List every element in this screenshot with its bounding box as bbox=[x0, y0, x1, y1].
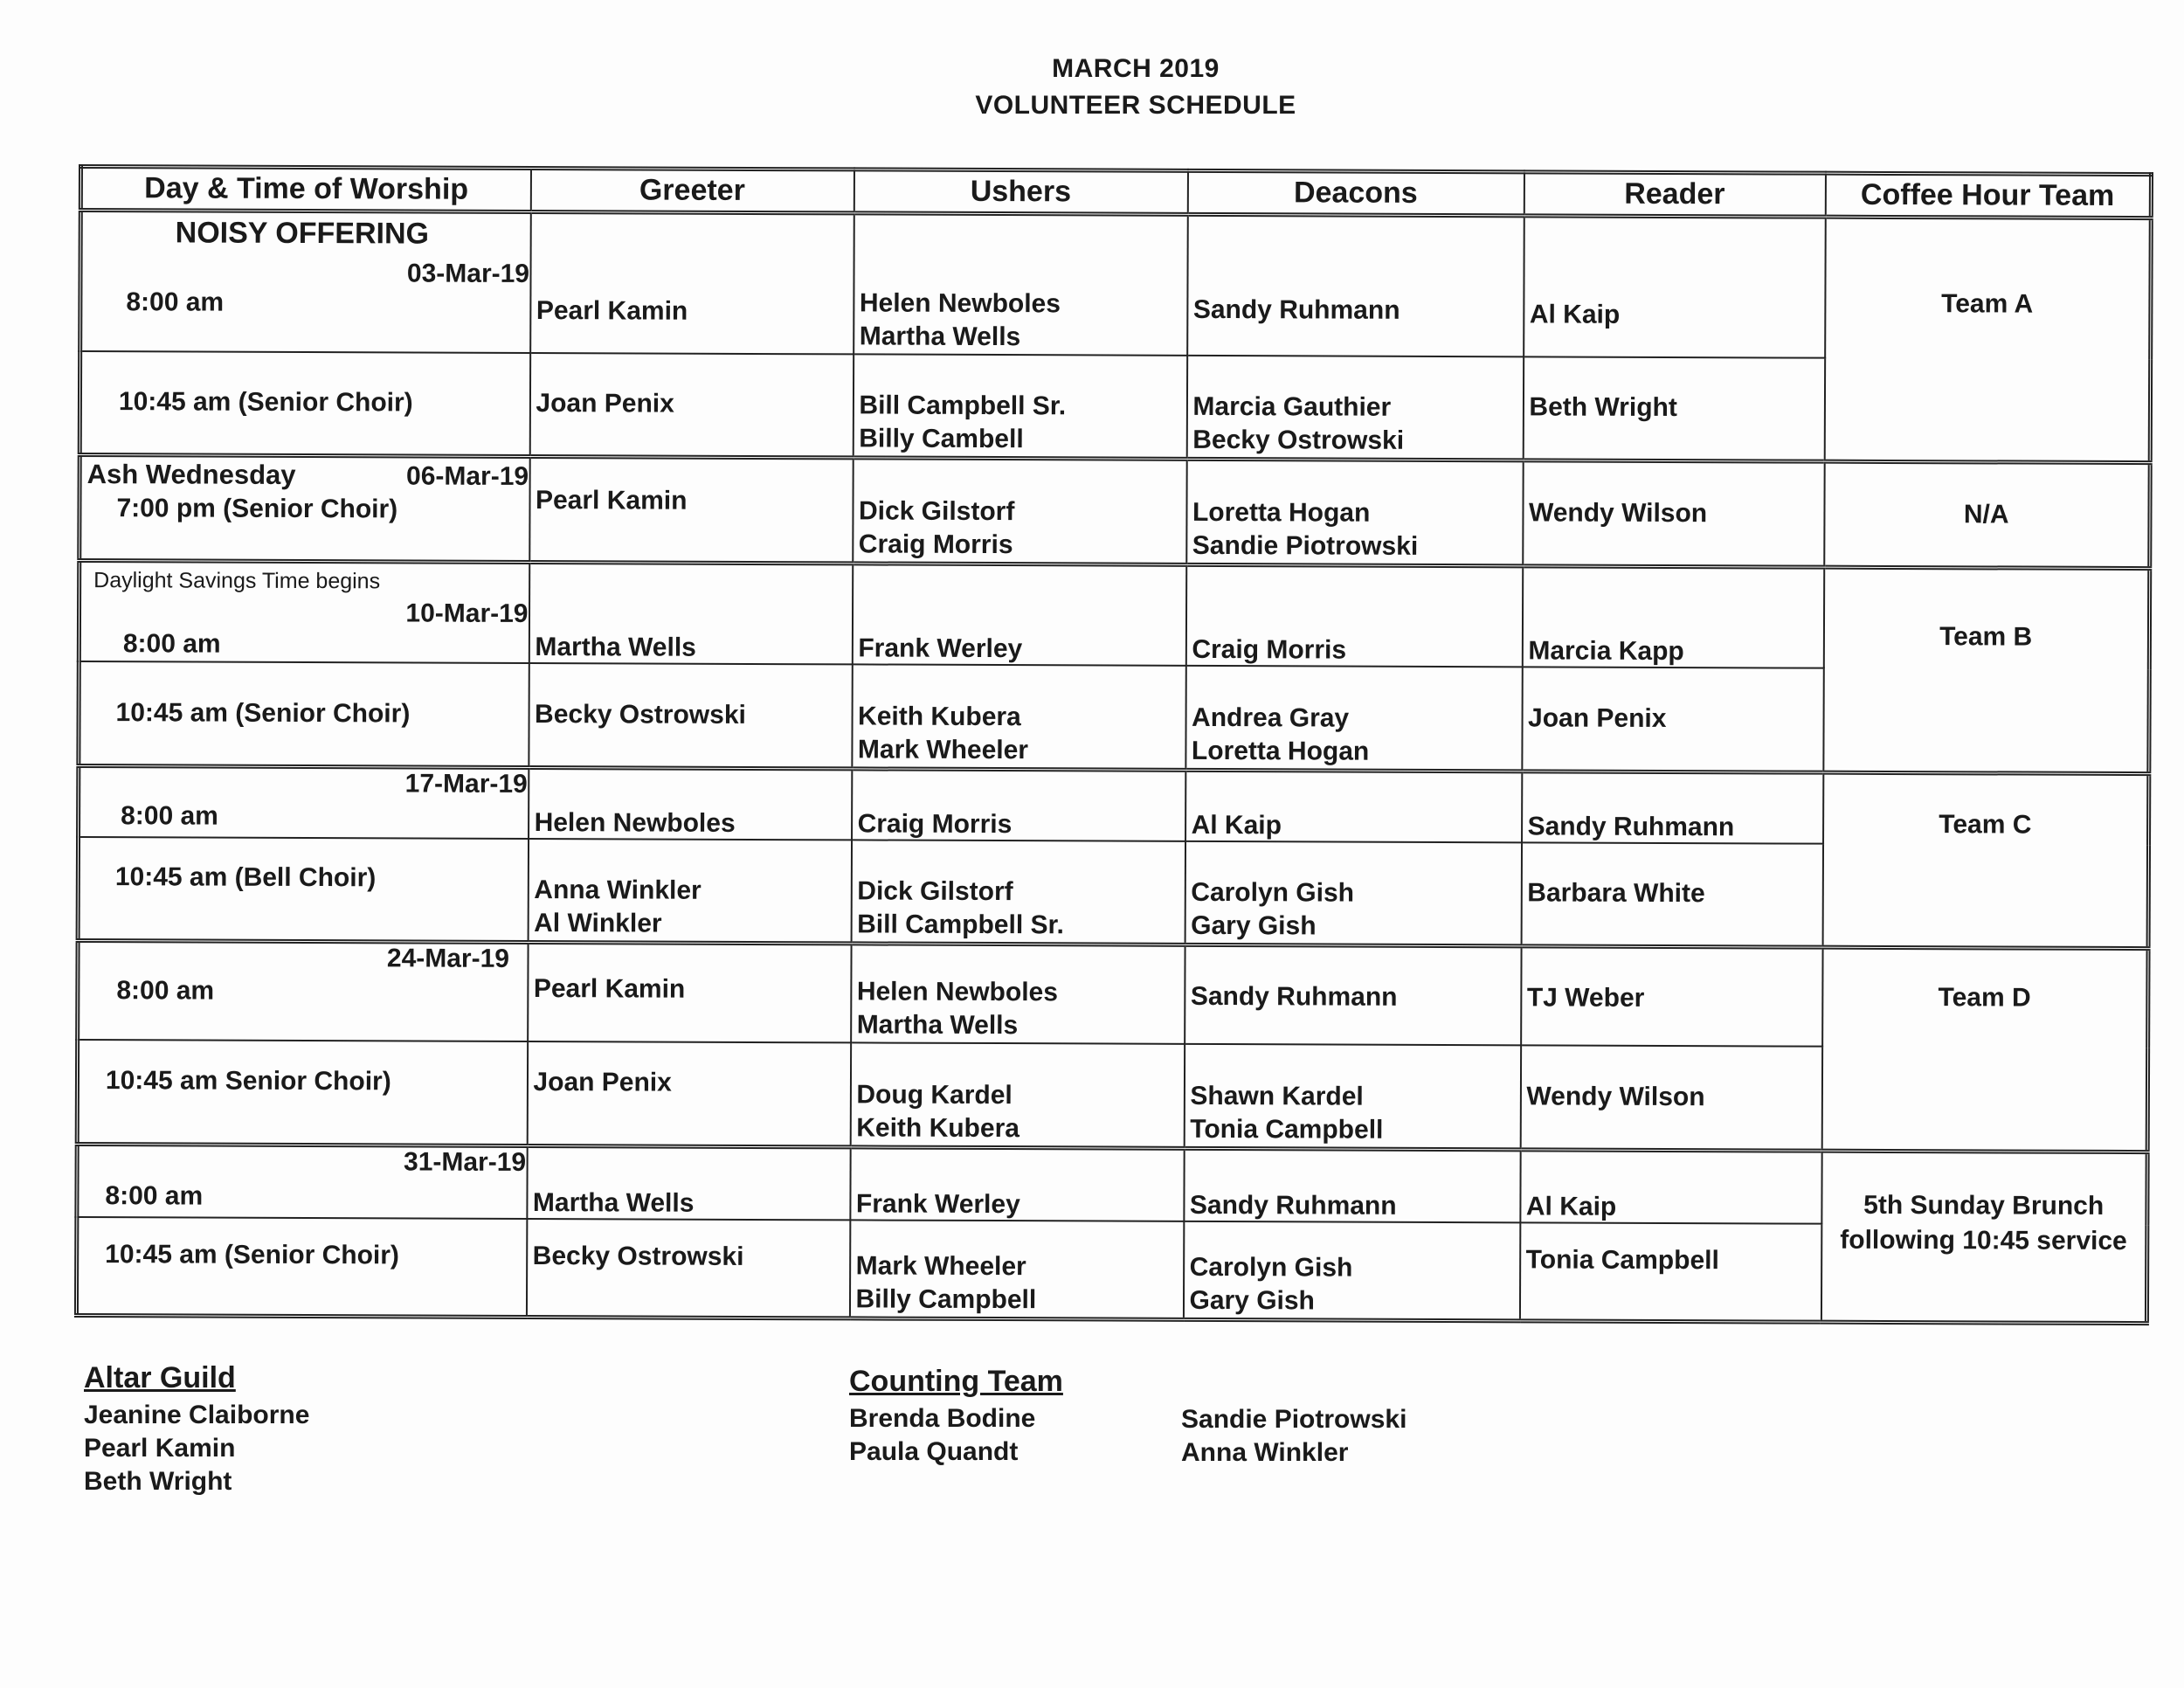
header-reader: Reader bbox=[1524, 172, 1825, 217]
counting-team-name: Brenda Bodine bbox=[849, 1404, 1036, 1433]
table-row bbox=[80, 211, 2152, 360]
service-note: Daylight Savings Time begins bbox=[93, 567, 381, 593]
deacon-name: Carolyn Gish bbox=[1189, 1252, 1353, 1283]
reader-cell: Sandy Ruhmann bbox=[1522, 771, 1823, 844]
header-day-time: Day & Time of Worship bbox=[80, 167, 530, 212]
deacon-name: Loretta Hogan bbox=[1191, 736, 1370, 766]
greeter-cell: Martha Wells bbox=[529, 562, 852, 664]
usher-name: Keith Kubera bbox=[856, 1113, 1020, 1144]
volunteer-schedule-table bbox=[74, 164, 2153, 1325]
ushers-cell bbox=[849, 1220, 1183, 1318]
header-row bbox=[80, 167, 2151, 218]
header-coffee-hour: Coffee Hour Team bbox=[1825, 173, 2151, 218]
usher-name: Martha Wells bbox=[859, 322, 1021, 352]
deacons-cell: Sandy Ruhmann bbox=[1185, 944, 1521, 1045]
reader-cell: Barbara White bbox=[1521, 842, 1822, 946]
table-row bbox=[77, 1145, 2147, 1226]
usher-name: Helen Newboles bbox=[859, 288, 1061, 319]
ushers-cell: Frank Werley bbox=[850, 1147, 1184, 1221]
greeter-cell: Pearl Kamin bbox=[530, 211, 854, 354]
service-time: 10:45 am (Bell Choir) bbox=[78, 837, 528, 942]
reader-cell: Marcia Kapp bbox=[1522, 565, 1823, 668]
usher-name: Martha Wells bbox=[856, 1009, 1019, 1040]
deacons-cell bbox=[1184, 1043, 1520, 1149]
document-title: MARCH 2019 bbox=[1052, 54, 1220, 83]
service-time: 8:00 am bbox=[116, 975, 215, 1006]
header-greeter: Greeter bbox=[530, 168, 854, 212]
usher-name: Helen Newboles bbox=[856, 976, 1059, 1007]
service-time: 7:00 pm (Senior Choir) bbox=[116, 493, 398, 523]
ushers-cell bbox=[851, 840, 1185, 944]
day-time-cell bbox=[80, 211, 531, 353]
reader-cell: Beth Wright bbox=[1523, 356, 1824, 460]
ushers-cell bbox=[854, 213, 1188, 356]
usher-name: Dick Gilstorf bbox=[858, 495, 1015, 526]
usher-name: Dick Gilstorf bbox=[857, 875, 1013, 906]
service-date: 03-Mar-19 bbox=[406, 259, 530, 288]
day-time-cell bbox=[79, 766, 529, 839]
service-time: 10:45 am (Senior Choir) bbox=[76, 1217, 526, 1317]
coffee-hour-cell: N/A bbox=[1824, 461, 2150, 568]
counting-team-heading: Counting Team bbox=[849, 1365, 1063, 1398]
table-row bbox=[79, 560, 2149, 669]
coffee-hour-cell: Team C bbox=[1822, 772, 2149, 948]
day-time-cell bbox=[79, 454, 529, 562]
counting-team-name: Anna Winkler bbox=[1181, 1438, 1349, 1467]
deacons-cell bbox=[1186, 356, 1523, 460]
reader-cell: Al Kaip bbox=[1520, 1150, 1821, 1224]
coffee-line: following 10:45 service bbox=[1840, 1225, 2127, 1256]
deacons-cell bbox=[1186, 459, 1523, 565]
usher-name: Bill Campbell Sr. bbox=[857, 909, 1064, 939]
usher-name: Doug Kardel bbox=[856, 1080, 1013, 1110]
deacon-name: Becky Ostrowski bbox=[1192, 425, 1405, 455]
counting-team-name: Sandie Piotrowski bbox=[1181, 1405, 1407, 1434]
deacon-name: Sandie Piotrowski bbox=[1192, 530, 1419, 561]
usher-name: Bill Campbell Sr. bbox=[859, 390, 1067, 420]
greeter-name: Al Winkler bbox=[534, 908, 662, 938]
ushers-cell bbox=[853, 457, 1186, 564]
coffee-hour-cell: Team A bbox=[1824, 217, 2151, 462]
greeter-cell: Pearl Kamin bbox=[529, 456, 853, 563]
deacon-name: Gary Gish bbox=[1189, 1285, 1315, 1315]
day-time-cell bbox=[79, 560, 529, 662]
usher-name: Craig Morris bbox=[858, 529, 1013, 559]
altar-guild-section bbox=[84, 1361, 309, 1498]
service-note: NOISY OFFERING bbox=[175, 216, 430, 251]
day-time-cell bbox=[78, 940, 528, 1041]
counting-team-section bbox=[849, 1365, 1063, 1469]
greeter-name: Anna Winkler bbox=[534, 875, 702, 905]
service-date: 06-Mar-19 bbox=[405, 460, 529, 491]
reader-cell: Wendy Wilson bbox=[1523, 460, 1824, 566]
deacon-name: Tonia Campbell bbox=[1190, 1114, 1384, 1145]
deacons-cell: Sandy Ruhmann bbox=[1187, 214, 1524, 356]
altar-guild-name: Jeanine Claiborne bbox=[84, 1401, 310, 1429]
reader-cell: TJ Weber bbox=[1521, 945, 1822, 1046]
greeter-cell: Joan Penix bbox=[527, 1041, 850, 1146]
ushers-cell bbox=[852, 664, 1185, 770]
service-note: Ash Wednesday bbox=[86, 458, 296, 490]
ushers-cell bbox=[851, 943, 1185, 1043]
usher-name: Mark Wheeler bbox=[855, 1250, 1026, 1281]
reader-cell: Tonia Campbell bbox=[1519, 1222, 1821, 1321]
ushers-cell bbox=[853, 354, 1186, 458]
table-row bbox=[78, 940, 2148, 1048]
greeter-cell bbox=[528, 839, 851, 943]
altar-guild-heading: Altar Guild bbox=[84, 1361, 236, 1394]
ushers-cell: Frank Werley bbox=[852, 563, 1185, 665]
service-date: 31-Mar-19 bbox=[403, 1147, 527, 1177]
deacons-cell bbox=[1185, 841, 1521, 945]
deacon-name: Andrea Gray bbox=[1192, 702, 1350, 733]
table-row bbox=[79, 454, 2150, 568]
deacons-cell bbox=[1183, 1221, 1519, 1320]
reader-cell: Al Kaip bbox=[1524, 216, 1826, 358]
service-date: 17-Mar-19 bbox=[404, 769, 528, 799]
greeter-cell: Helen Newboles bbox=[529, 767, 852, 840]
greeter-cell: Joan Penix bbox=[529, 353, 853, 457]
service-time: 8:00 am bbox=[105, 1181, 204, 1211]
deacon-name: Gary Gish bbox=[1191, 910, 1317, 940]
document-subtitle: VOLUNTEER SCHEDULE bbox=[975, 91, 1296, 120]
coffee-hour-cell: Team D bbox=[1821, 947, 2148, 1152]
table-row bbox=[79, 766, 2149, 846]
counting-team-section-col2 bbox=[1181, 1403, 1406, 1470]
service-date: 10-Mar-19 bbox=[405, 598, 529, 628]
header-ushers: Ushers bbox=[854, 169, 1187, 214]
deacons-cell: Al Kaip bbox=[1185, 770, 1522, 842]
deacons-cell: Craig Morris bbox=[1185, 564, 1522, 667]
usher-name: Billy Cambell bbox=[859, 423, 1024, 453]
deacon-name: Carolyn Gish bbox=[1191, 877, 1355, 908]
service-time: 8:00 am bbox=[122, 628, 221, 659]
usher-name: Mark Wheeler bbox=[857, 735, 1029, 765]
deacons-cell bbox=[1185, 665, 1522, 771]
greeter-cell: Becky Ostrowski bbox=[526, 1219, 849, 1318]
deacon-name: Shawn Kardel bbox=[1190, 1081, 1364, 1111]
day-time-cell bbox=[77, 1145, 527, 1219]
service-date: 24-Mar-19 bbox=[386, 943, 510, 973]
greeter-cell: Becky Ostrowski bbox=[529, 662, 852, 768]
usher-name: Keith Kubera bbox=[858, 702, 1021, 732]
counting-team-name: Paula Quandt bbox=[849, 1437, 1019, 1466]
header-deacons: Deacons bbox=[1187, 170, 1524, 215]
service-time: 8:00 am bbox=[126, 287, 225, 317]
greeter-cell: Pearl Kamin bbox=[528, 942, 851, 1042]
coffee-hour-cell: Team B bbox=[1823, 567, 2150, 774]
service-time: 10:45 am (Senior Choir) bbox=[79, 351, 529, 456]
greeter-cell: Martha Wells bbox=[527, 1145, 850, 1220]
service-time: 8:00 am bbox=[121, 801, 218, 831]
reader-cell: Joan Penix bbox=[1522, 667, 1823, 772]
ushers-cell bbox=[850, 1042, 1184, 1148]
altar-guild-name: Beth Wright bbox=[84, 1467, 232, 1496]
service-time: 10:45 am (Senior Choir) bbox=[79, 661, 529, 768]
service-time: 10:45 am Senior Choir) bbox=[77, 1040, 527, 1146]
coffee-line: 5th Sunday Brunch bbox=[1863, 1190, 2105, 1221]
altar-guild-name: Pearl Kamin bbox=[84, 1434, 236, 1463]
ushers-cell: Craig Morris bbox=[852, 769, 1185, 841]
coffee-hour-cell bbox=[1821, 1151, 2147, 1323]
deacon-name: Marcia Gauthier bbox=[1192, 391, 1392, 422]
reader-cell: Wendy Wilson bbox=[1520, 1045, 1821, 1151]
deacons-cell: Sandy Ruhmann bbox=[1184, 1148, 1520, 1222]
usher-name: Billy Campbell bbox=[855, 1283, 1037, 1314]
deacon-name: Loretta Hogan bbox=[1192, 497, 1371, 528]
